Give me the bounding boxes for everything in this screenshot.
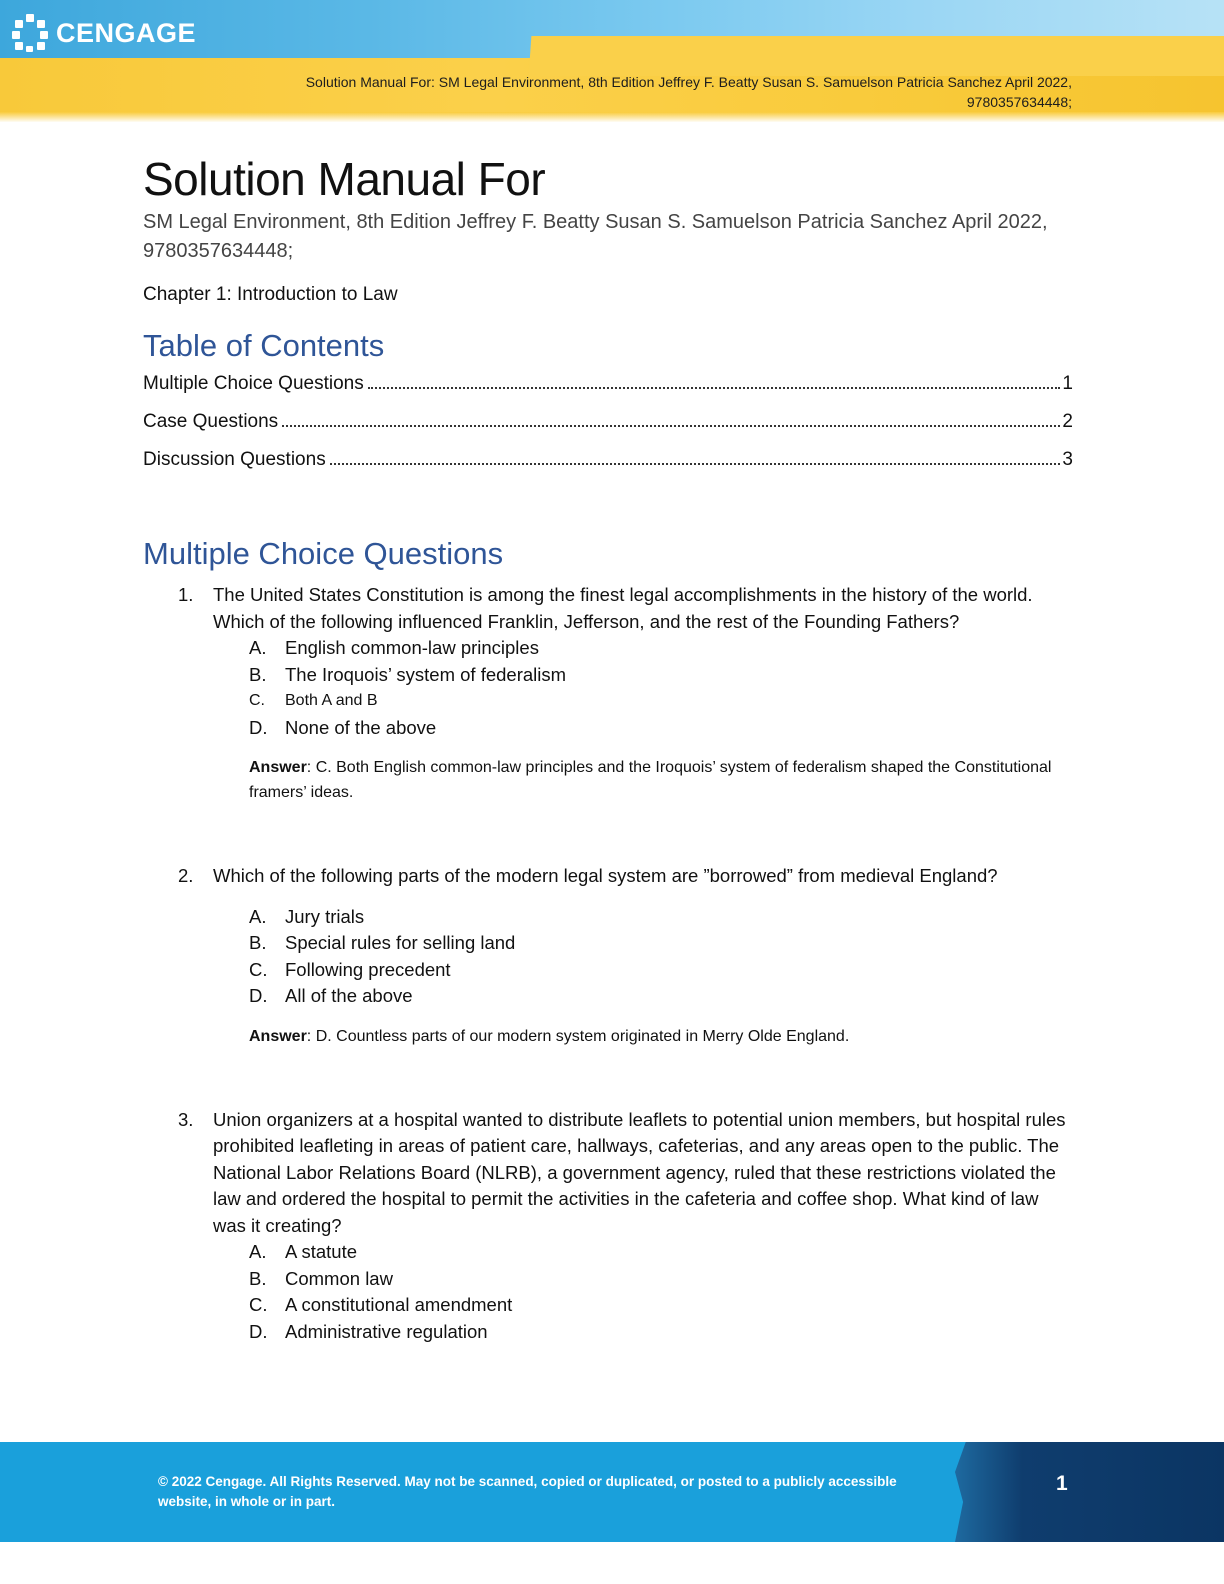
option-list	[249, 904, 1073, 1010]
option-list	[249, 1239, 1073, 1345]
option-letter: A.	[249, 905, 267, 927]
option-letter: D.	[249, 985, 268, 1006]
option-c	[249, 688, 1073, 715]
option-b	[249, 1266, 1073, 1293]
answer	[249, 755, 1069, 805]
option-text: A statute	[285, 1241, 357, 1262]
option-letter: C.	[249, 692, 265, 709]
option-d	[249, 715, 1073, 742]
option-d	[249, 983, 1073, 1010]
option-letter: B.	[249, 932, 267, 953]
question-text: The United States Constitution is among the finest legal accomplishments in the history of the world. Which of the following influenced Franklin, Jefferson, and the rest of the Founding Fathers?	[213, 584, 1033, 632]
option-text: A constitutional amendment	[285, 1294, 513, 1315]
option-a	[249, 1239, 1073, 1266]
running-header	[192, 72, 1072, 112]
option-text: Both A and B	[285, 692, 378, 709]
option-letter: B.	[249, 1267, 267, 1289]
document-body	[143, 150, 1073, 1345]
answer-label: Answer	[249, 1027, 307, 1045]
answer-text: : C. Both English common-law principles and the Iroquois’ system of federalism shaped the Constitutional framers’ ideas.	[249, 759, 1052, 801]
option-d	[249, 1319, 1073, 1346]
option-a	[249, 635, 1073, 662]
toc-heading: Table of Contents	[143, 328, 385, 363]
banner-fade	[0, 112, 1224, 122]
toc-entry-page[interactable]: 2	[1062, 411, 1073, 432]
answer-text: : D. Countless parts of our modern system originated in Merry Olde England.	[306, 1027, 850, 1045]
toc-entry-label[interactable]: Multiple Choice Questions	[143, 373, 364, 394]
option-letter: D.	[249, 1320, 268, 1342]
option-letter: C.	[249, 1294, 268, 1315]
option-letter: A.	[249, 1241, 267, 1262]
question-2	[143, 863, 1073, 1049]
cengage-logo-icon	[12, 14, 48, 52]
chapter-heading: Chapter 1: Introduction to Law	[143, 284, 398, 305]
toc-entry-page[interactable]: 1	[1062, 373, 1073, 394]
cengage-logo	[12, 14, 196, 52]
answer	[249, 1024, 1069, 1049]
question-text: Union organizers at a hospital wanted to distribute leaflets to potential union members, but hospital rules prohibited leafleting in areas of patient care, hallways, cafeterias, and any areas open to the public. The National Labor Relations Board (NLRB), a government agency, ruled that these restrictions violated the law and ordered the hospital to permit the activities in the cafeteria and coffee shop. What kind of law was it creating?	[213, 1108, 1066, 1236]
option-letter: D.	[249, 716, 268, 738]
question-1	[143, 582, 1073, 805]
document-subtitle: SM Legal Environment, 8th Edition Jeffrey F. Beatty Susan S. Samuelson Patricia Sanchez April 2022, 9780357634448;	[143, 211, 1048, 262]
option-text: None of the above	[285, 716, 437, 738]
option-a	[249, 904, 1073, 931]
option-letter: A.	[249, 637, 267, 658]
question-3	[143, 1107, 1073, 1346]
banner-yellow-accent	[529, 36, 1224, 76]
option-b	[249, 662, 1073, 689]
toc-entry-discussion-questions[interactable]	[143, 448, 1073, 472]
option-text: Special rules for selling land	[285, 932, 516, 953]
footer-dark-accent	[955, 1442, 1224, 1542]
running-header-line: Solution Manual For: SM Legal Environment, 8th Edition Jeffrey F. Beatty Susan S. Samuelson Patricia Sanchez April 2022,	[305, 74, 1072, 90]
mcq-heading: Multiple Choice Questions	[143, 536, 504, 571]
option-text: All of the above	[285, 985, 413, 1006]
question-number: 2.	[178, 865, 194, 886]
toc-entry-multiple-choice[interactable]	[143, 372, 1073, 396]
running-header-line: 9780357634448;	[966, 94, 1072, 110]
question-number: 1.	[178, 584, 194, 605]
toc-leader-dots	[282, 425, 1060, 427]
question-number: 3.	[178, 1108, 194, 1130]
header-banner	[0, 0, 1224, 122]
toc-leader-dots	[368, 387, 1061, 389]
option-letter: C.	[249, 958, 268, 980]
document-title: Solution Manual For	[143, 153, 546, 205]
answer-label: Answer	[249, 759, 307, 776]
option-c	[249, 1292, 1073, 1319]
option-b	[249, 930, 1073, 957]
footer-bar	[0, 1442, 1224, 1542]
option-letter: B.	[249, 663, 267, 685]
footer-copyright: © 2022 Cengage. All Rights Reserved. May not be scanned, copied or duplicated, or posted to a publicly accessible website, in whole or in part.	[158, 1474, 897, 1509]
option-text: The Iroquois’ system of federalism	[285, 663, 567, 685]
toc-entry-page[interactable]: 3	[1062, 449, 1073, 470]
option-text: Jury trials	[285, 905, 365, 927]
option-text: Following precedent	[285, 958, 451, 980]
toc-entry-label[interactable]: Discussion Questions	[143, 449, 326, 470]
toc-entry-case-questions[interactable]	[143, 410, 1073, 434]
option-text: Common law	[285, 1267, 393, 1289]
table-of-contents	[143, 372, 1073, 472]
toc-leader-dots	[330, 463, 1061, 465]
page-number: 1	[1056, 1472, 1068, 1495]
option-list	[249, 635, 1073, 741]
cengage-logo-text: CENGAGE	[56, 17, 197, 48]
option-c	[249, 957, 1073, 984]
option-text: English common-law principles	[285, 637, 539, 658]
option-text: Administrative regulation	[285, 1320, 488, 1342]
toc-entry-label[interactable]: Case Questions	[143, 411, 279, 432]
question-text: Which of the following parts of the modern legal system are ”borrowed” from medieval England?	[213, 865, 998, 886]
